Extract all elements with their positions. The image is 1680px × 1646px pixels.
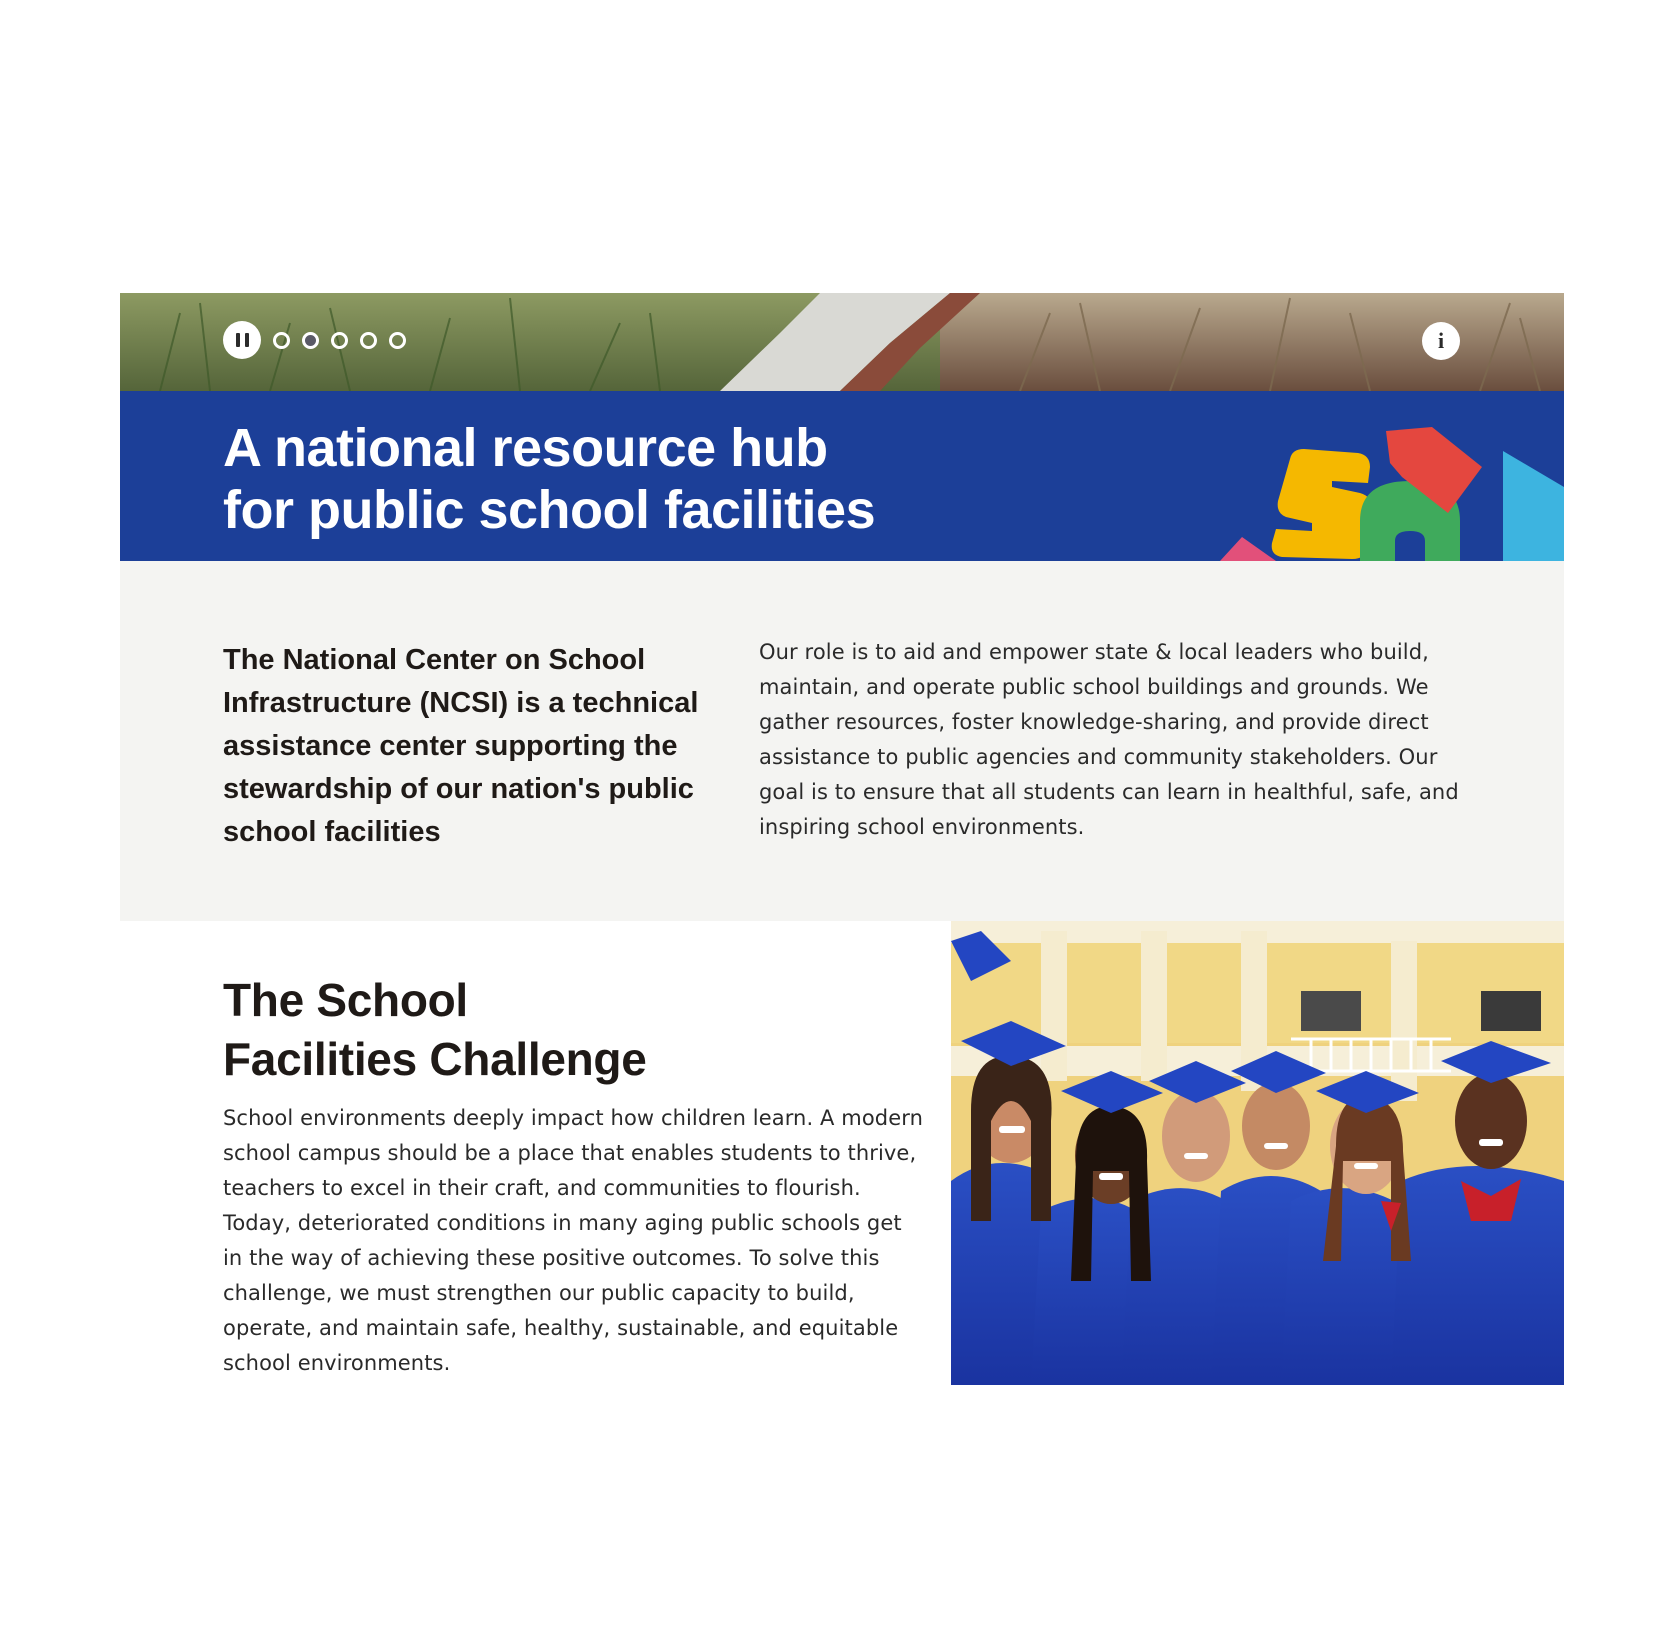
pause-icon-bar — [236, 333, 240, 347]
page-title: A national resource hub for public school facilities — [223, 418, 876, 540]
intro-lead-text: The National Center on School Infrastructure (NCSI) is a technical assistance center supporting the stewardship of our nation's public school facilities — [223, 644, 699, 848]
graduates-photo — [951, 921, 1564, 1385]
pause-icon-bar — [245, 333, 249, 347]
challenge-heading: The School Facilities Challenge — [223, 974, 647, 1085]
carousel-dot-2[interactable] — [302, 332, 319, 349]
hero-banner — [120, 391, 1564, 561]
info-button[interactable] — [1422, 322, 1460, 360]
challenge-section — [120, 921, 1564, 1385]
hero-carousel — [120, 293, 1564, 391]
carousel-controls — [223, 321, 406, 359]
carousel-dot-5[interactable] — [389, 332, 406, 349]
pause-button[interactable] — [223, 321, 261, 359]
intro-body-text: Our role is to aid and empower state & local leaders who build, maintain, and operate public school buildings and grounds. We gather resources, foster knowledge-sharing, and provide direct assistance to public agencies and community stakeholders. Our goal is to ensure that all students can learn in healthful, safe, and inspiring school environments. — [759, 640, 1459, 839]
page-frame — [120, 293, 1564, 1385]
challenge-body-text: School environments deeply impact how children learn. A modern school campus should be a place that enables students to thrive, teachers to excel in their craft, and communities to flourish. Today, deteriorated conditions in many aging public schools get in the way of achieving these positive outcomes. To solve this challenge, we must strengthen our public capacity to build, operate, and maintain safe, healthy, sustainable, and equitable school environments. — [223, 1106, 923, 1375]
ncsi-logo-shapes — [1220, 391, 1564, 561]
carousel-dot-3[interactable] — [331, 332, 348, 349]
carousel-dot-1[interactable] — [273, 332, 290, 349]
carousel-dot-4[interactable] — [360, 332, 377, 349]
intro-section — [120, 561, 1564, 921]
info-icon: i — [1437, 328, 1445, 353]
graduates-illustration — [951, 921, 1564, 1385]
